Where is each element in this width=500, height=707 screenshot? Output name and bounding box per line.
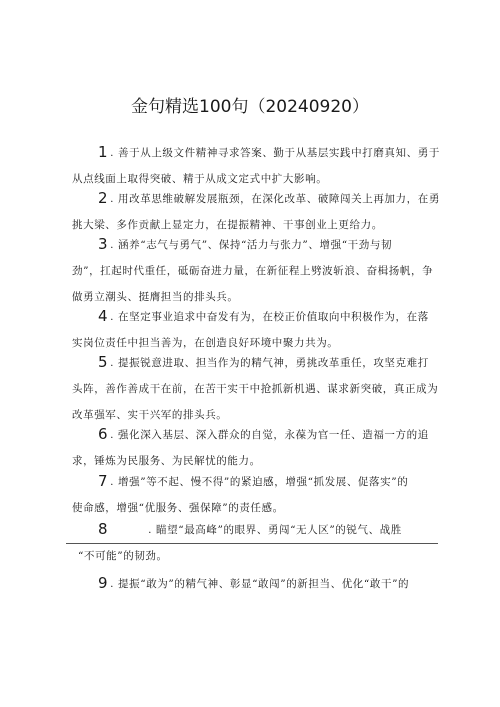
item-number: 2 — [98, 189, 109, 207]
item-text-line: “不可能”的韧劲。 — [78, 550, 168, 562]
item-text-line: . 在坚定事业追求中奋发有为，在校正价值取向中积极作为，在落 — [110, 311, 429, 323]
item-number: 1 — [98, 143, 109, 161]
item-text-line: . 提振锐意进取、担当作为的精气神，勇挑改革重任，攻坚克难打 — [110, 357, 429, 369]
item-number: 3 — [98, 235, 109, 253]
page-title: 金句精选100句（20240920） — [131, 97, 369, 117]
item-number: 9 — [98, 574, 109, 592]
item-number: 4 — [98, 307, 109, 325]
item-text-line: 做勇立潮头、挺膺担当的排头兵。 — [72, 291, 239, 303]
item-text-line: . 增强”等不起、慢不得”的紧迫感，增强“抓发展、促落实”的 — [110, 476, 409, 488]
item-text-line: . 善于从上级文件精神寻求答案、勤于从基层实践中打磨真知、勇于 — [110, 147, 440, 159]
list-item — [72, 570, 437, 597]
item-text-line: 头阵，善作善成干在前，在苦干实干中抢抓新机遇、谋求新突破，真正成为 — [72, 383, 439, 395]
item-number: 6 — [98, 425, 109, 443]
item-text-line: 从点线面上取得突破、精于从成文定式中扩大影响。 — [72, 173, 328, 185]
item-text-line: 求，锤炼为民服务、为民解忧的能力。 — [72, 455, 261, 467]
item-number: 8 — [98, 520, 109, 538]
divider-line — [66, 543, 438, 544]
item-text-line: 改革强军、实干兴军的排头兵。 — [72, 409, 228, 421]
list-item — [72, 349, 437, 428]
item-text-line: . 用改革思维破解发展瓶颈，在深化改革、破障闯关上再加力，在勇 — [110, 193, 440, 205]
item-number: 5 — [98, 353, 109, 371]
item-text-line: . 瞄望“最高峰”的眼界、勇闯“无人区”的锐气、战胜 — [148, 524, 402, 536]
list-item — [72, 468, 437, 521]
item-text-line: . 提振“敢为”的精气神、彰显“敢闯”的新担当、优化“敢干”的 — [110, 578, 410, 590]
item-text-line: 实岗位责任中担当善为，在创造良好环境中聚力共为。 — [72, 337, 339, 349]
list-item — [72, 421, 437, 474]
list-item — [72, 231, 437, 310]
item-number: 7 — [98, 472, 109, 490]
item-text-line: . 强化深入基层、深入群众的自觉，永葆为官一任、造福一方的追 — [110, 429, 429, 441]
item-text-line: 使命感，增强“优服务、强保障”的责任感。 — [72, 502, 284, 514]
item-text-line: . 涵养“志气与勇气”、保持“活力与张力”、增强“干劲与韧 — [110, 239, 393, 251]
item-text-line: 挑大梁、多作贡献上显定力，在提振精神、干事创业上更给力。 — [72, 219, 383, 231]
item-text-line: 劲”，扛起时代重任，砥砺奋进力量，在新征程上劈波斩浪、奋楫扬帆，争 — [72, 265, 434, 277]
